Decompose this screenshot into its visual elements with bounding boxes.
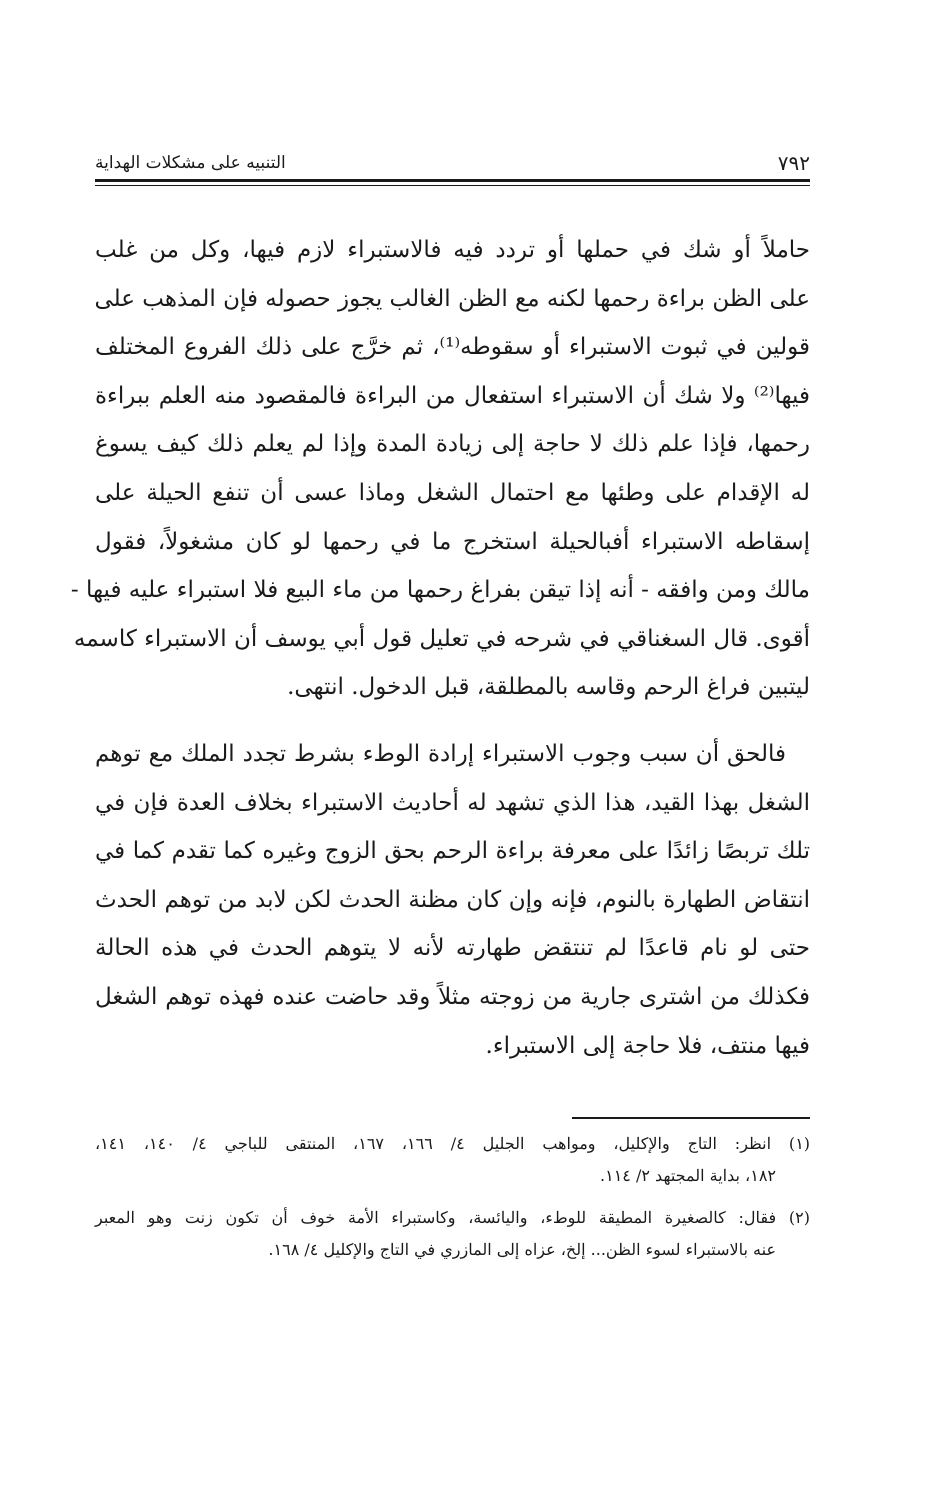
header-rule-thin bbox=[95, 185, 810, 186]
footnote-line: (١) انظر: التاج والإكليل، ومواهب الجليل ٤/ ١٦٦، ١٦٧، المنتقى للباجي ٤/ ١٤٠، ١٤١، bbox=[95, 1134, 811, 1153]
footnotes bbox=[95, 1128, 810, 1266]
text-line: انتقاض الطهارة بالنوم، فإنه وإن كان مظنة الحدث لكن لابد من توهم الحدث bbox=[95, 886, 810, 913]
paragraph-1 bbox=[70, 226, 810, 712]
text-line: فكذلك من اشترى جارية من زوجته مثلاً وقد حاضت عنده فهذه توهم الشغل bbox=[95, 983, 810, 1010]
page-number: ٧٩٢ bbox=[777, 151, 810, 175]
footnote-line: (٢) فقال: كالصغيرة المطيقة للوطء، واليائسة، وكاستبراء الأمة خوف أن تكون زنت وهو المعبر bbox=[95, 1208, 810, 1227]
page-header bbox=[95, 146, 810, 176]
text-line: أقوى. قال السغناقي في شرحه في تعليل قول أبي يوسف أن الاستبراء كاسمه bbox=[73, 625, 810, 652]
text-line: قولين في ثبوت الاستبراء أو سقوطه⁽¹⁾، ثم خرَّج على ذلك الفروع المختلف bbox=[95, 334, 810, 361]
text-line: على الظن براءة رحمها لكنه مع الظن الغالب يجوز حصوله فإن المذهب على bbox=[94, 285, 810, 312]
text-line: الشغل بهذا القيد، هذا الذي تشهد له أحاديث الاستبراء بخلاف العدة فإن في bbox=[95, 789, 810, 816]
text-line: ليتبين فراغ الرحم وقاسه بالمطلقة، قبل الدخول. انتهى. bbox=[287, 674, 810, 701]
footnote-1 bbox=[95, 1128, 810, 1192]
text-line: فيها⁽²⁾ ولا شك أن الاستبراء استفعال من البراءة فالمقصود منه العلم ببراءة bbox=[95, 382, 810, 409]
footnote-line: ١٨٢، بداية المجتهد ٢/ ١١٤. bbox=[600, 1166, 776, 1185]
header-rule-thick bbox=[95, 179, 810, 182]
text-line: حتى لو نام قاعدًا لم تنتقض طهارته لأنه لا يتوهم الحدث في هذه الحالة bbox=[95, 935, 810, 962]
paragraph-2 bbox=[95, 730, 810, 1070]
book-page bbox=[70, 0, 811, 1489]
footnote-separator bbox=[572, 1117, 810, 1119]
running-title: التنبيه على مشكلات الهداية bbox=[95, 153, 286, 173]
text-line: مالك ومن وافقه - أنه إذا تيقن بفراغ رحمها من ماء البيع فلا استبراء عليه فيها - bbox=[70, 577, 810, 604]
footnote-2 bbox=[95, 1202, 810, 1266]
text-line: حاملاً أو شك في حملها أو تردد فيه فالاستبراء لازم فيها، وكل من غلب bbox=[95, 237, 810, 263]
text-line: فيها منتف، فلا حاجة إلى الاستبراء. bbox=[485, 1032, 810, 1059]
text-line: تلك تربصًا زائدًا على معرفة براءة الرحم بحق الزوج وغيره كما تقدم كما في bbox=[95, 838, 810, 865]
text-line: فالحق أن سبب وجوب الاستبراء إرادة الوطء بشرط تجدد الملك مع توهم bbox=[95, 740, 786, 767]
footnote-line: عنه بالاستبراء لسوء الظن... إلخ، عزاه إلى المازري في التاج والإكليل ٤/ ١٦٨. bbox=[268, 1240, 776, 1259]
text-line: رحمها، فإذا علم ذلك لا حاجة إلى زيادة المدة وإذا لم يعلم ذلك كيف يسوغ bbox=[95, 431, 810, 458]
text-line: له الإقدام على وطئها مع احتمال الشغل وماذا عسى أن تنفع الحيلة على bbox=[95, 479, 810, 506]
text-line: إسقاطه الاستبراء أفبالحيلة استخرج ما في رحمها لو كان مشغولاً، فقول bbox=[95, 528, 810, 555]
main-text bbox=[70, 226, 810, 1070]
